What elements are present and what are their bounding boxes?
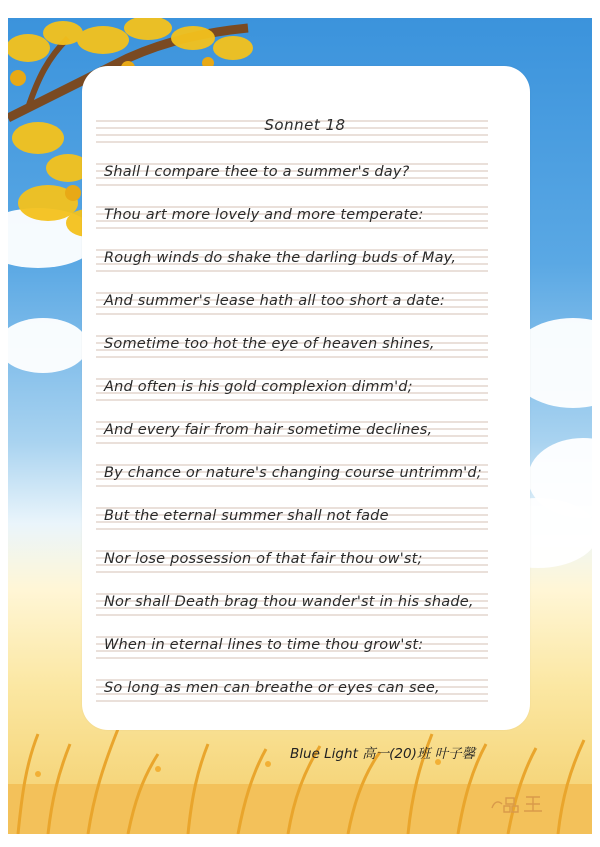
poem-line: When in eternal lines to time thou grow'st: [104,637,424,653]
poem-line: Nor lose possession of that fair thou ow'st; [104,551,423,567]
poem-line: And every fair from hair sometime declines, [104,422,433,438]
poem-line: Rough winds do shake the darling buds of May, [104,250,457,266]
poem-line: Sometime too hot the eye of heaven shines, [104,336,435,352]
poem-line: And often is his gold complexion dimm'd; [104,379,413,395]
poem-title: Sonnet 18 [264,116,346,134]
poem-line: By chance or nature's changing course untrimm'd; [104,465,482,481]
poem-line: Thou art more lovely and more temperate: [104,207,424,223]
cloud-left-2 [8,318,88,373]
poem-line: Nor shall Death brag thou wander'st in his shade, [104,594,474,610]
poem-line: And summer's lease hath all too short a date: [104,293,445,309]
poem-line: So long as men can breathe or eyes can see, [104,680,440,696]
poem-line: But the eternal summer shall not fade [104,508,389,524]
author-signature: Blue Light 高一(20)班 叶子馨 [290,746,476,762]
poem-line: Shall I compare thee to a summer's day? [104,164,410,180]
stationery-seal-logo [488,792,548,814]
